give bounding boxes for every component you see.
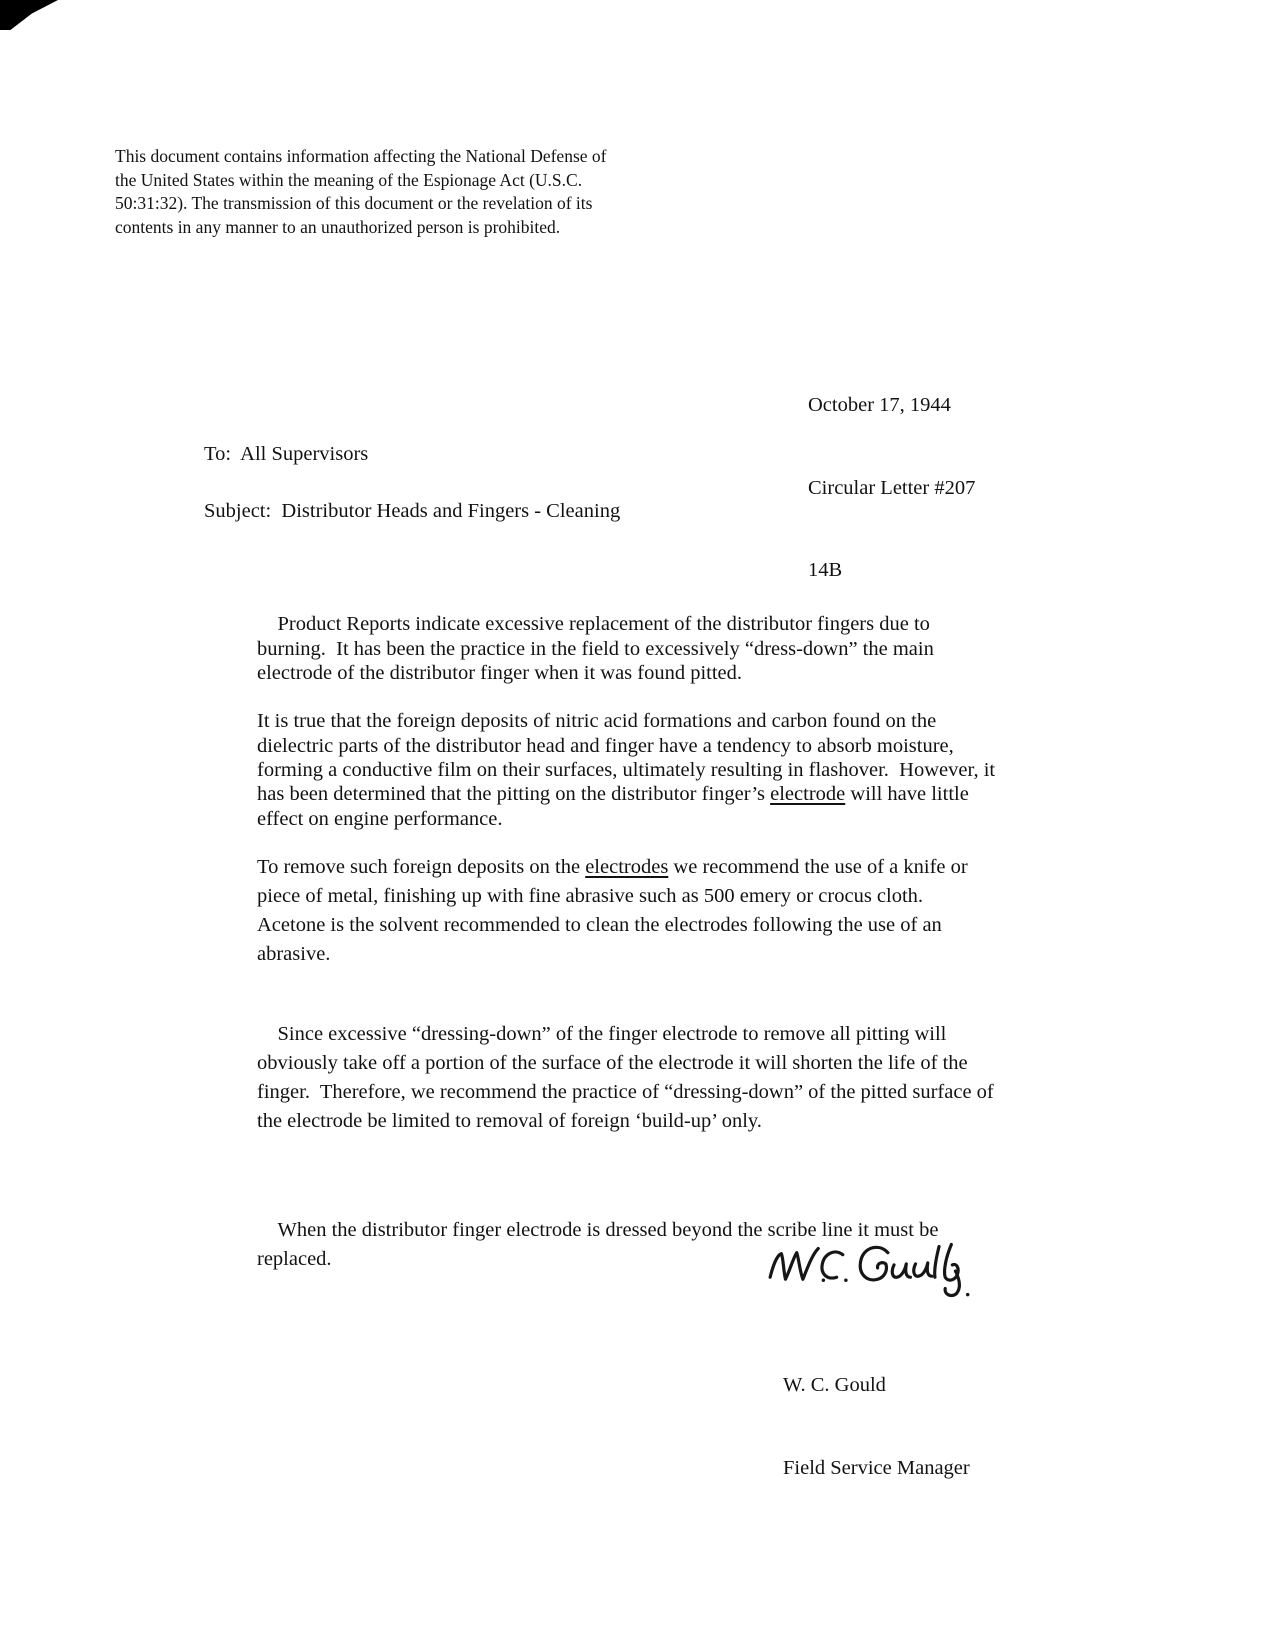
to-line: To: All Supervisors <box>204 443 369 465</box>
paragraph-3-underlined-word: electrodes <box>585 855 669 878</box>
paragraph-4 <box>257 991 999 1165</box>
handwritten-signature <box>765 1236 980 1314</box>
signature-icon <box>765 1236 980 1300</box>
paragraph-5-text: When the distributor finger electrode is dressed beyond the scribe line it must be replaced. <box>257 1218 944 1270</box>
paragraph-4-text: Since excessive “dressing-down” of the finger electrode to remove all pitting will obviously take off a portion of the surface of the electrode it will shorten the life of the finger. Therefore, we recommend the practice of “dressing-down” of the pitted surface of the electrode be limited to removal of foreign ‘build-up’ only. <box>257 1022 999 1132</box>
paragraph-2 <box>257 709 999 830</box>
date-block <box>808 337 975 612</box>
scan-artifact <box>0 0 58 30</box>
date-line: October 17, 1944 <box>808 394 951 416</box>
paragraph-2-text-before: It is true that the foreign deposits of nitric acid formations and carbon found on the dielectric parts of the distributor head and finger have a tendency to absorb moisture, forming a conductive film on their surfaces, ultimately resulting in flashover. However, it has been determined that the pitting on the distributor finger’s <box>257 710 1001 806</box>
subject-line: Subject: Distributor Heads and Fingers - Cleaning <box>204 500 621 522</box>
paragraph-1-text: Product Reports indicate excessive replacement of the distributor fingers due to burning. It has been the practice in the field to excessively “dress-down” the main electrode of the distributor finger when it was found pitted. <box>257 613 939 684</box>
letter-body <box>257 588 999 1303</box>
security-notice: This document contains information affecting the National Defense of the United States within the meaning of the Espionage Act (U.S.C. 50:31:32). The transmission of this document or the revelation of its contents in any manner to an unauthorized person is prohibited. <box>115 146 611 237</box>
signer-title: Field Service Manager <box>783 1456 970 1479</box>
reference-line: 14B <box>808 559 843 581</box>
paragraph-1 <box>257 588 999 709</box>
paragraph-3-text-after: we recommend the use of a knife or piece of metal, finishing up with fine abrasive such as 500 emery or crocus cloth. Acetone is the solvent recommended to clean the electrodes following the use of an abrasive. <box>257 855 973 965</box>
signer-name: W. C. Gould <box>783 1373 886 1396</box>
paragraph-2-text-after: will have little effect on engine performance. <box>257 783 974 830</box>
paragraph-3 <box>257 853 999 969</box>
paragraph-2-underlined-word: electrode <box>770 783 846 806</box>
circular-number-line: Circular Letter #207 <box>808 476 976 499</box>
signature-block <box>783 1316 970 1511</box>
paragraph-3-text-before: To remove such foreign deposits on the <box>257 855 586 878</box>
